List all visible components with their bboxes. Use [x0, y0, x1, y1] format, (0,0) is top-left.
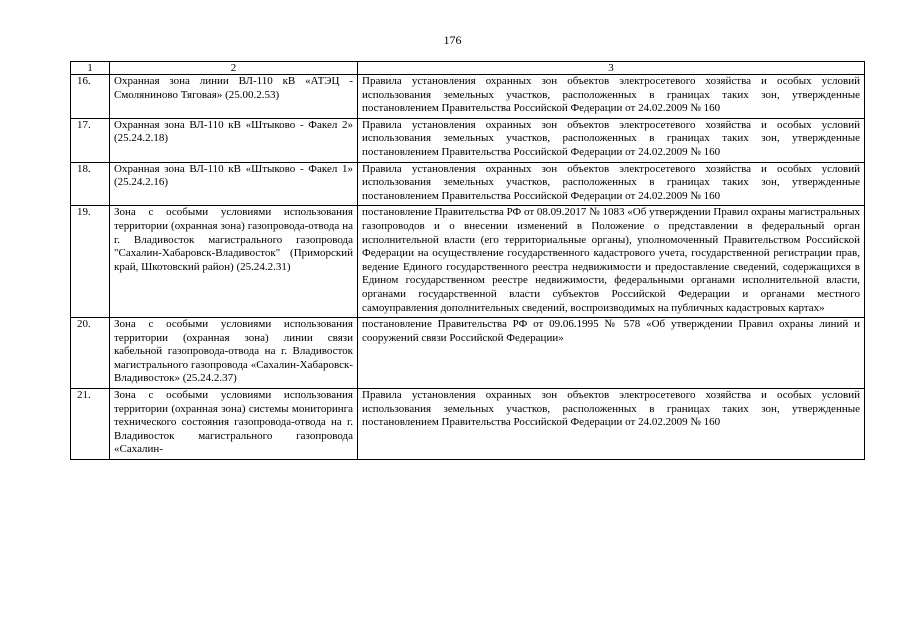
table-row	[71, 75, 865, 119]
zone-name: Охранная зона линии ВЛ-110 кВ «АТЭЦ - Смоляниново Тяговая» (25.00.2.53)	[110, 75, 358, 119]
row-number: 18.	[71, 162, 110, 206]
zone-name: Зона с особыми условиями использования территории (охранная зона) системы мониторинга технического состояния газопровода-отвода на г. Владивосток магистрального газопровода «Сахалин-	[110, 389, 358, 460]
table-header-row	[71, 62, 865, 75]
table-row	[71, 162, 865, 206]
page-number: 176	[443, 33, 462, 47]
table-row	[71, 318, 865, 389]
zone-name: Охранная зона ВЛ-110 кВ «Штыково - Факел 2» (25.24.2.18)	[110, 118, 358, 162]
legal-basis: Правила установления охранных зон объектов электросетевого хозяйства и особых условий использования земельных участков, расположенных в границах таких зон, утвержденные постановлением Правительства Российской Федерации от 24.02.2009 № 160	[358, 389, 865, 460]
column-header-3: 3	[358, 62, 865, 75]
zone-name: Зона с особыми условиями использования территории (охранная зона) газопровода-отвода на г. Владивосток магистрального газопровода "Сахалин-Хабаровск-Владивосток" (Приморский край, Шкотовский район) (25.24.2.31)	[110, 206, 358, 318]
column-header-2: 2	[110, 62, 358, 75]
zone-name: Зона с особыми условиями использования территории (охранная зона) линии связи кабельной газопровода-отвода на г. Владивосток магистрального газопровода «Сахалин-Хабаровск-Владивосток» (25.24.2.37)	[110, 318, 358, 389]
row-number: 17.	[71, 118, 110, 162]
table-row	[71, 389, 865, 460]
legal-basis: Правила установления охранных зон объектов электросетевого хозяйства и особых условий использования земельных участков, расположенных в границах таких зон, утвержденные постановлением Правительства Российской Федерации от 24.02.2009 № 160	[358, 75, 865, 119]
legal-basis: Правила установления охранных зон объектов электросетевого хозяйства и особых условий использования земельных участков, расположенных в границах таких зон, утвержденные постановлением Правительства Российской Федерации от 24.02.2009 № 160	[358, 162, 865, 206]
legal-basis: постановление Правительства РФ от 09.06.1995 № 578 «Об утверждении Правил охраны линий и сооружений связи Российской Федерации»	[358, 318, 865, 389]
zone-name: Охранная зона ВЛ-110 кВ «Штыково - Факел 1» (25.24.2.16)	[110, 162, 358, 206]
legal-basis: постановление Правительства РФ от 08.09.2017 № 1083 «Об утверждении Правил охраны магистральных газопроводов и о внесении изменений в Положение о представлении в федеральный орган исполнительной власти (его территориальные органы), уполномоченный Правительством Российской Федерации на осуществление государственного кадастрового учета, государственной регистрации прав, ведение Единого государственного реестра недвижимости и предоставление сведений, содержащихся в Едином государственном реестре недвижимости, федеральными органами исполнительной власти, органами государственной власти субъектов Российской Федерации и органами местного самоуправления дополнительных сведений, воспроизводимых на публичных кадастровых картах»	[358, 206, 865, 318]
row-number: 19.	[71, 206, 110, 318]
row-number: 16.	[71, 75, 110, 119]
zones-table	[70, 61, 865, 460]
row-number: 21.	[71, 389, 110, 460]
column-header-1: 1	[71, 62, 110, 75]
table-row	[71, 118, 865, 162]
legal-basis: Правила установления охранных зон объектов электросетевого хозяйства и особых условий использования земельных участков, расположенных в границах таких зон, утвержденные постановлением Правительства Российской Федерации от 24.02.2009 № 160	[358, 118, 865, 162]
row-number: 20.	[71, 318, 110, 389]
table-row	[71, 206, 865, 318]
